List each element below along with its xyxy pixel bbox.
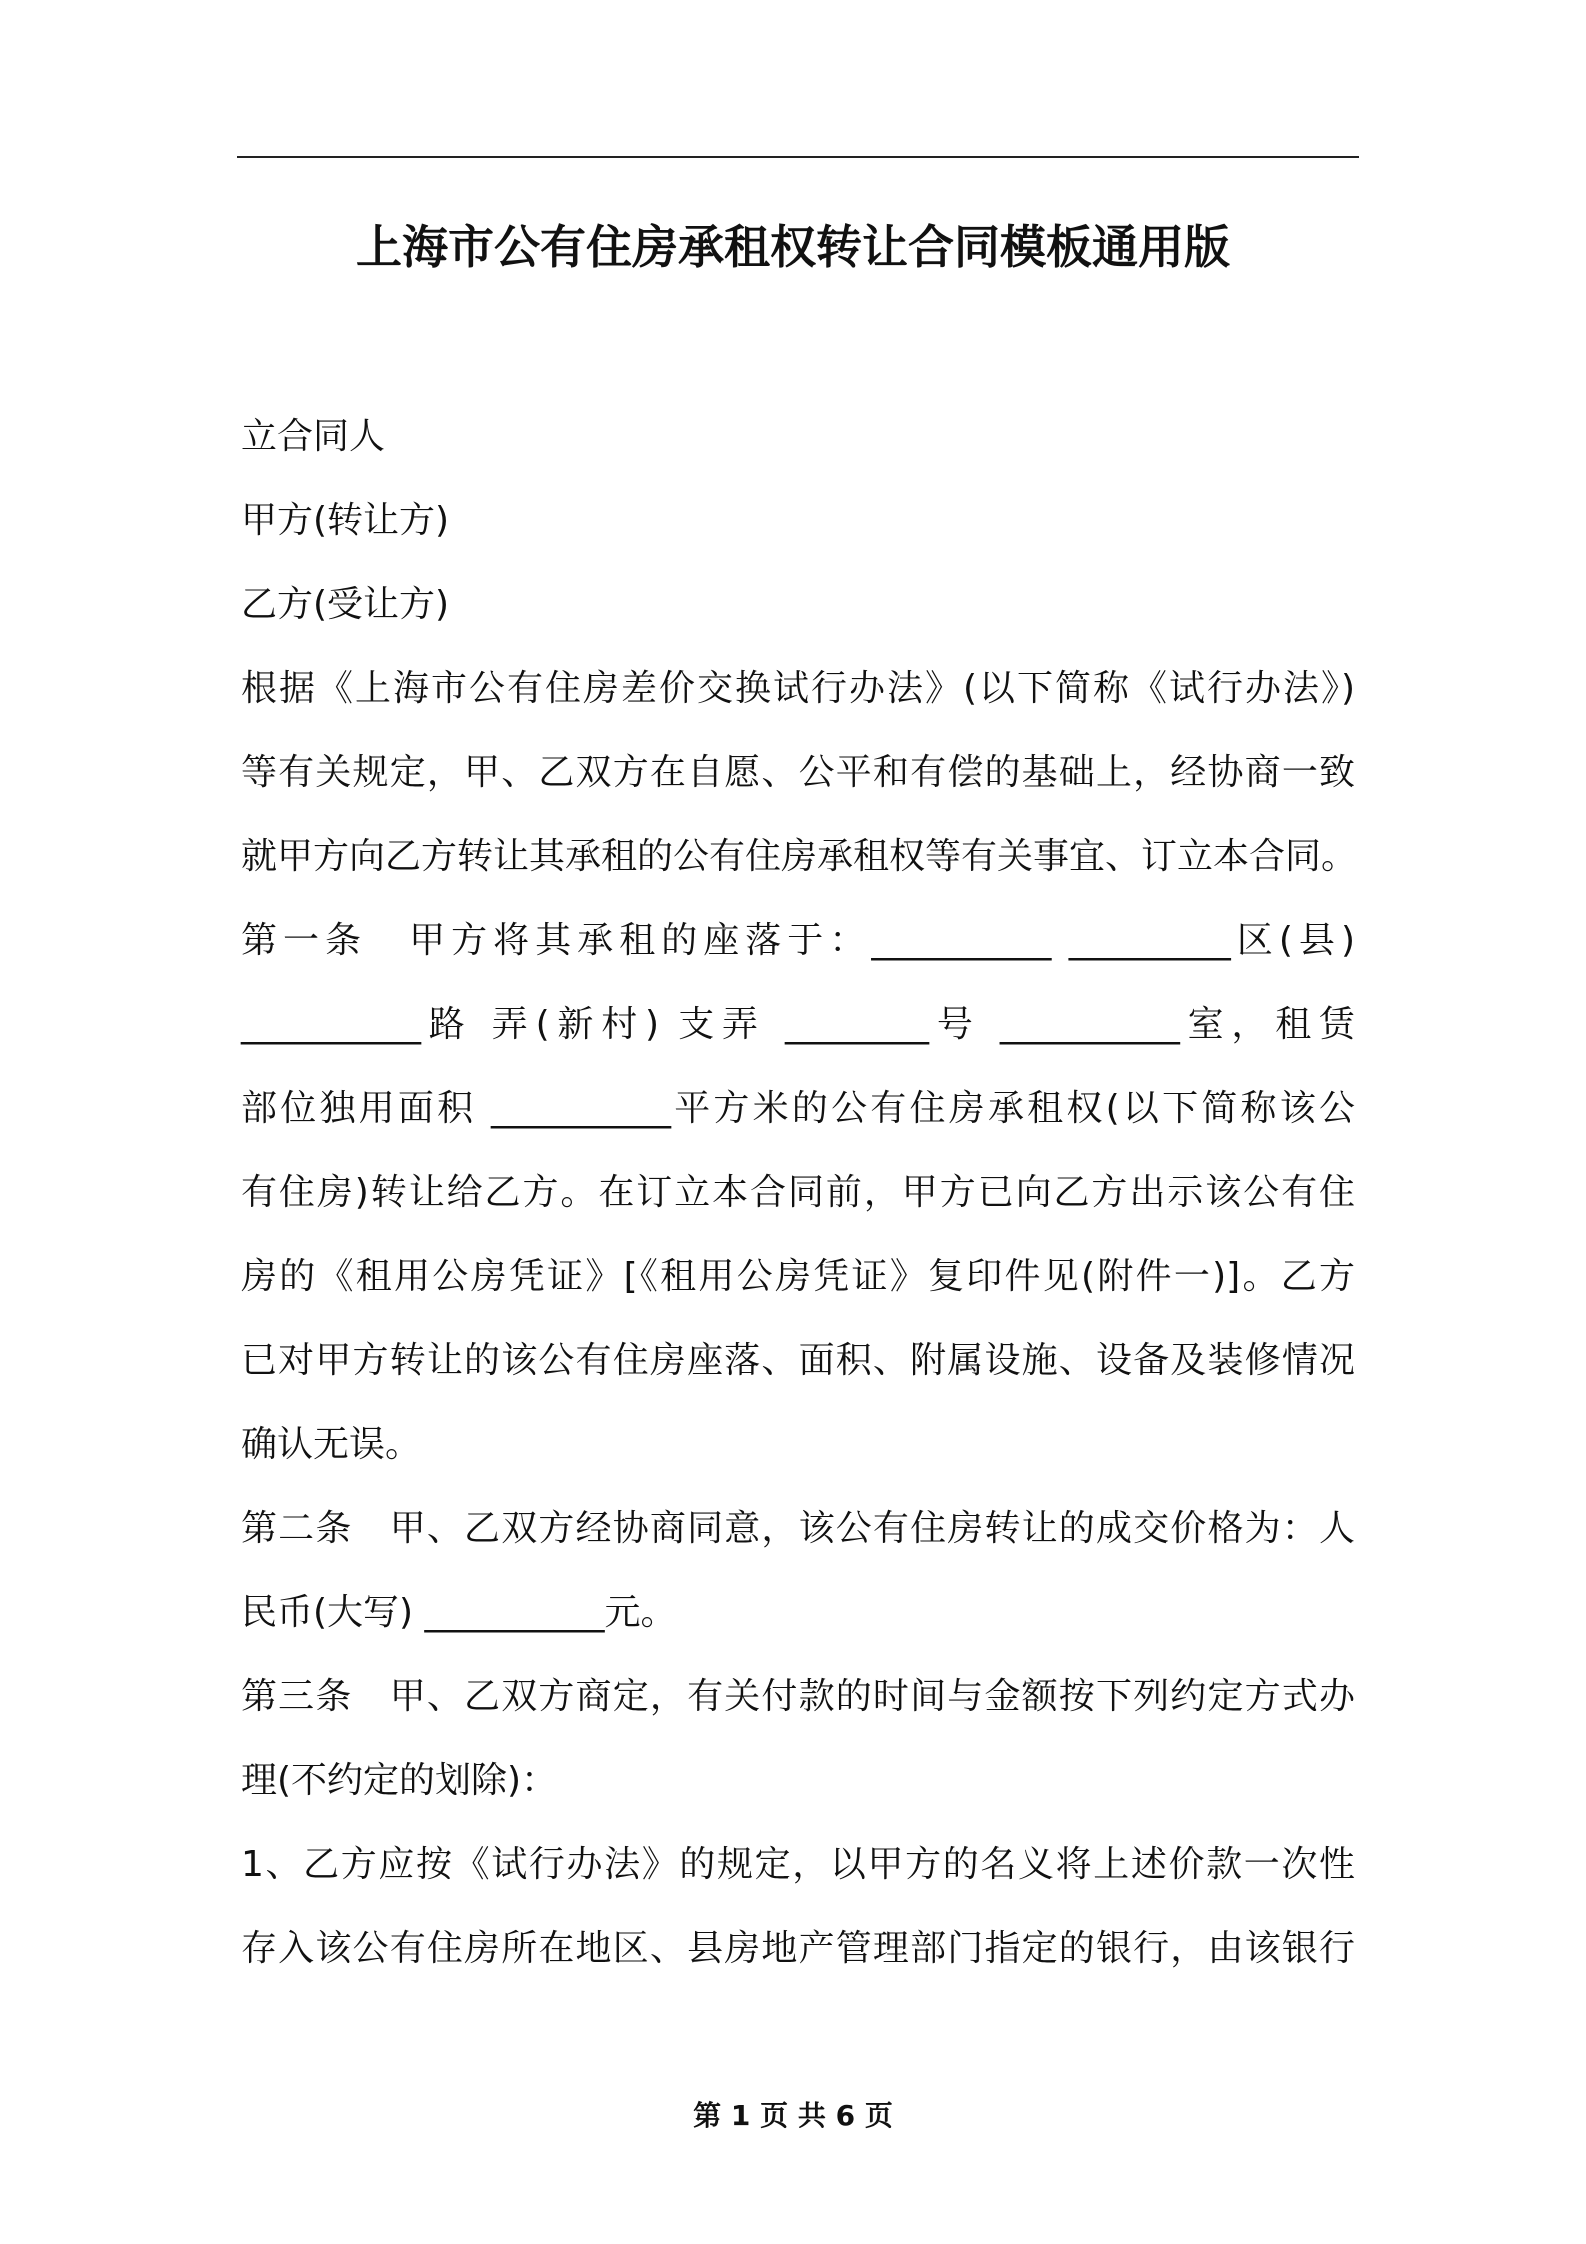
article-1-line-3: 部位独用面积 __________平方米的公有住房承租权(以下简称该公 <box>241 1088 1355 1129</box>
preamble-line-1: 根据《上海市公有住房差价交换试行办法》(以下简称《试行办法》) <box>241 668 1355 709</box>
party-b-label: 乙方(受让方) <box>241 584 450 625</box>
article-3-line-2: 理(不约定的划除)： <box>241 1760 558 1801</box>
article-1-line-2: __________路 弄(新村) 支弄 ________号 __________室，租赁 <box>241 1004 1355 1045</box>
preamble-line-3: 就甲方向乙方转让其承租的公有住房承租权等有关事宜、订立本合同。 <box>241 836 1358 877</box>
preamble-line-2: 等有关规定，甲、乙双方在自愿、公平和有偿的基础上，经协商一致 <box>241 752 1355 793</box>
article-1-line-4: 有住房)转让给乙方。在订立本合同前，甲方已向乙方出示该公有住 <box>241 1172 1355 1213</box>
header-rule <box>237 156 1359 158</box>
article-1-line-5: 房的《租用公房凭证》[《租用公房凭证》复印件见(附件一)]。乙方 <box>241 1256 1355 1297</box>
clause-1-line-1: 1、乙方应按《试行办法》的规定，以甲方的名义将上述价款一次性 <box>241 1844 1355 1885</box>
article-1-line-1: 第一条 甲方将其承租的座落于：__________ _________区(县) <box>241 920 1355 961</box>
party-a-label: 甲方(转让方) <box>241 500 450 541</box>
clause-1-line-2: 存入该公有住房所在地区、县房地产管理部门指定的银行，由该银行 <box>241 1928 1355 1969</box>
article-3-line-1: 第三条 甲、乙双方商定，有关付款的时间与金额按下列约定方式办 <box>241 1676 1355 1717</box>
article-1-line-7: 确认无误。 <box>241 1424 422 1465</box>
party-heading: 立合同人 <box>241 416 386 457</box>
article-2-line-2: 民币(大写) __________元。 <box>241 1592 677 1633</box>
article-2-line-1: 第二条 甲、乙双方经协商同意，该公有住房转让的成交价格为：人 <box>241 1508 1355 1549</box>
article-1-line-6: 已对甲方转让的该公有住房座落、面积、附属设施、设备及装修情况 <box>241 1340 1355 1381</box>
page-number: 第 1 页 共 6 页 <box>693 2099 893 2132</box>
document-title: 上海市公有住房承租权转让合同模板通用版 <box>356 220 1230 274</box>
